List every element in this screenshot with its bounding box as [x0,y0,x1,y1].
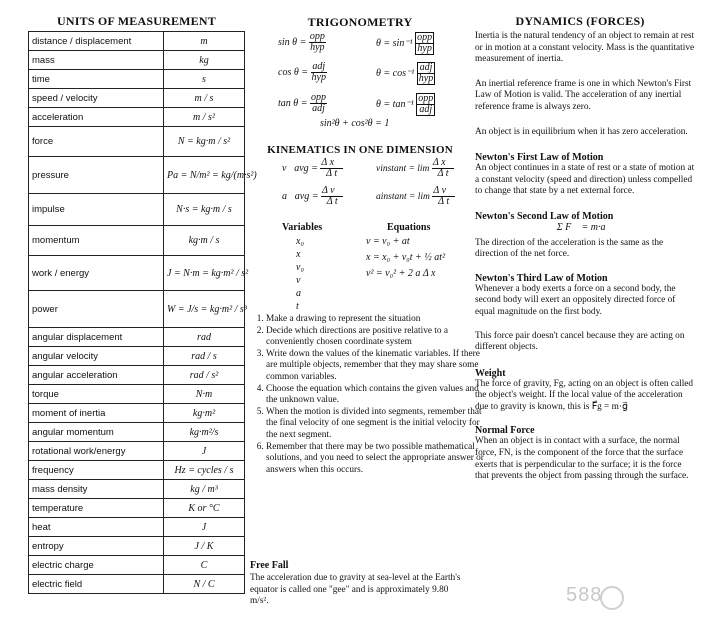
unit-quantity: electric field [29,575,164,594]
unit-symbol: rad / s² [164,366,245,385]
third-law-text: Whenever a body exerts a force on a second body, the second body will exert an oppositely directed force of equal magnitude on the first body. [475,283,676,317]
unit-quantity: rotational work/energy [29,442,164,461]
unit-quantity: angular velocity [29,347,164,366]
ainst-eq: ainstant = lim $\frac{\text{Δ v⃗}}{\text{Δ t}}$ [376,185,454,207]
kinematic-equation: v² = v₀² + 2 a Δ x [366,268,436,279]
unit-quantity: angular displacement [29,328,164,347]
kinematic-variable: t [296,301,299,312]
second-law-eq: Σ F⃗ = m·a⃗ [556,221,614,233]
inertia-text: Inertia is the natural tendency of an object to remain at rest or in motion at a constant velocity. Mass is the quantitative measurement of inertia. [475,31,695,65]
unit-symbol: C [164,556,245,575]
units-row [29,556,245,575]
kinematics-step: 2. Decide which directions are positive relative to a conveniently chosen coordinate system [266,326,484,349]
weight-text: The force of gravity, Fg, acting on an object is often called the object's weight. If the local value of the acceleration due to gravity is known, this is F⃗g = m·g⃗ [475,378,694,412]
freefall-title: Free Fall [250,560,289,571]
unit-quantity: entropy [29,537,164,556]
kinematics-step: 3. Write down the values of the kinematic variables. If there are multiple objects, remember that they may share some common variables. [266,349,484,384]
kinematics-steps [250,314,484,476]
variables-header: Variables [282,222,323,233]
unit-quantity: distance / displacement [29,32,164,51]
unit-quantity: heat [29,518,164,537]
kinematics-step: 6. Remember that there may be two possible mathematical solutions, and you need to select the appropriate answer or answers when this occurs. [266,442,484,477]
unit-quantity: speed / velocity [29,89,164,108]
units-row [29,157,245,194]
unit-symbol: kg / m³ [164,480,245,499]
unit-symbol: N / C [164,575,245,594]
unit-quantity: mass density [29,480,164,499]
units-row [29,480,245,499]
kinematic-equation: x = x₀ + v₀t + ½ at² [366,252,446,263]
unit-symbol: m [164,32,245,51]
units-title: UNITS OF MEASUREMENT [57,14,216,28]
unit-quantity: work / energy [29,256,164,291]
force-pair-text: This force pair doesn't cancel because they are acting on different objects. [475,330,685,353]
kinematics-title: KINEMATICS IN ONE DIMENSION [267,144,453,156]
watermark-icon [600,586,624,610]
units-row [29,328,245,347]
freefall-text: The acceleration due to gravity at sea-level at the Earth's equator is called one "gee" and is approximately 9.80 m/s². [250,573,461,607]
aavg-eq: a⃗avg = $\frac{\text{Δ v⃗}}{\text{Δ t}}$ [282,185,343,207]
first-law-heading: Newton's First Law of Motion [475,152,604,164]
trig-title: TRIGONOMETRY [307,15,413,29]
normal-force-heading: Normal Force [475,425,535,437]
cos-eq: cos θ = $\frac{\text{adj}}{\text{hyp}}$ [278,61,326,83]
dynamics-section [475,14,695,483]
second-law-heading: Newton's Second Law of Motion [475,210,614,222]
unit-symbol: s [164,70,245,89]
unit-quantity: moment of inertia [29,404,164,423]
unit-quantity: mass [29,51,164,70]
units-row [29,89,245,108]
vavg-eq: v⃗avg = $\frac{\text{Δ x⃗}}{\text{Δ t}}$ [282,157,342,179]
unit-symbol: Pa = N/m² = kg/(m·s²) [164,157,245,194]
unit-quantity: momentum [29,226,164,256]
unit-symbol: m / s² [164,108,245,127]
inertial-frame-text: An inertial reference frame is one in which Newton's First Law of Motion is valid. The acceleration of any inertial reference frame is always zero. [475,78,692,112]
dynamics-title: DYNAMICS (FORCES) [515,14,645,28]
sin-eq: sin θ = $\frac{\text{opp}}{\text{hyp}}$ [278,31,325,53]
unit-symbol: kg [164,51,245,70]
unit-symbol: J = N·m = kg·m² / s² [164,256,245,291]
unit-quantity: time [29,70,164,89]
units-row [29,423,245,442]
unit-symbol: K or °C [164,499,245,518]
units-row [29,127,245,157]
first-law-text: An object continues in a state of rest or a state of motion at a constant velocity (speed and direction) unless compelled to change that state by a net external force. [475,163,695,197]
units-table [28,31,257,594]
unit-symbol: J [164,518,245,537]
unit-quantity: torque [29,385,164,404]
units-row [29,347,245,366]
kinematic-variable: x₀ [296,236,304,247]
units-row [29,108,245,127]
units-row [29,70,245,89]
units-section [28,14,257,594]
variables-list [296,235,316,313]
unit-symbol: J / K [164,537,245,556]
kinematic-variable: a [296,288,301,299]
equations-list [366,235,471,283]
unit-quantity: angular acceleration [29,366,164,385]
units-row [29,518,245,537]
acos-eq: θ = cos⁻¹ $\frac{\text{adj}}{\text{hyp}}$ [376,62,434,84]
unit-symbol: J [164,442,245,461]
vinst-eq: vinstant = lim $\frac{\text{Δ x⃗}}{\text{Δ t}}$ [376,157,454,179]
units-row [29,256,245,291]
units-row [29,404,245,423]
unit-quantity: angular momentum [29,423,164,442]
trig-identity: sin²θ + cos²θ = 1 [320,118,390,129]
unit-symbol: rad / s [164,347,245,366]
unit-quantity: impulse [29,194,164,226]
units-row [29,366,245,385]
equations-header: Equations [387,222,431,233]
unit-symbol: rad [164,328,245,347]
units-row [29,385,245,404]
unit-quantity: pressure [29,157,164,194]
kinematic-variable: v₀ [296,262,304,273]
units-row [29,226,245,256]
unit-symbol: W = J/s = kg·m² / s³ [164,291,245,328]
kinematics-step: 5. When the motion is divided into segments, remember that the final velocity of one segment is the initial velocity for the next segment. [266,407,484,442]
watermark-text: 588 [566,584,603,606]
atan-eq: θ = tan⁻¹ $\frac{\text{opp}}{\text{adj}}$ [376,93,434,115]
kinematics-step: 1. Make a drawing to represent the situation [266,314,484,326]
unit-symbol: kg·m / s [164,226,245,256]
weight-heading: Weight [475,367,506,379]
kinematic-variable: x [296,249,301,260]
third-law-heading: Newton's Third Law of Motion [475,272,608,284]
units-row [29,51,245,70]
units-row [29,442,245,461]
units-row [29,461,245,480]
second-law-text: The direction of the acceleration is the same as the direction of the net force. [475,237,664,260]
kinematic-equation: v = v₀ + at [366,236,410,247]
units-row [29,499,245,518]
unit-symbol: N·s = kg·m / s [164,194,245,226]
unit-symbol: kg·m² [164,404,245,423]
unit-symbol: m / s [164,89,245,108]
units-row [29,537,245,556]
units-row [29,291,245,328]
units-row [29,194,245,226]
unit-symbol: kg·m²/s [164,423,245,442]
units-row [29,32,245,51]
tan-eq: tan θ = $\frac{\text{opp}}{\text{adj}}$ [278,92,326,114]
unit-quantity: frequency [29,461,164,480]
unit-quantity: electric charge [29,556,164,575]
unit-quantity: force [29,127,164,157]
unit-symbol: N·m [164,385,245,404]
unit-quantity: acceleration [29,108,164,127]
equilibrium-text: An object is in equilibrium when it has zero acceleration. [475,126,688,137]
units-row [29,575,245,594]
unit-quantity: power [29,291,164,328]
kinematic-variable: v [296,275,301,286]
kinematics-step: 4. Choose the equation which contains the given values and the unknown value. [266,384,484,407]
unit-symbol: Hz = cycles / s [164,461,245,480]
unit-quantity: temperature [29,499,164,518]
unit-symbol: N = kg·m / s² [164,127,245,157]
asin-eq: θ = sin⁻¹ $\frac{\text{opp}}{\text{hyp}}$ [376,32,433,54]
normal-force-text: When an object is in contact with a surface, the normal force, FN, is the component of the force that the surface exerts that is perpendicular to the surface; it is the force that prevents the object from passing through the surface. [475,436,689,482]
